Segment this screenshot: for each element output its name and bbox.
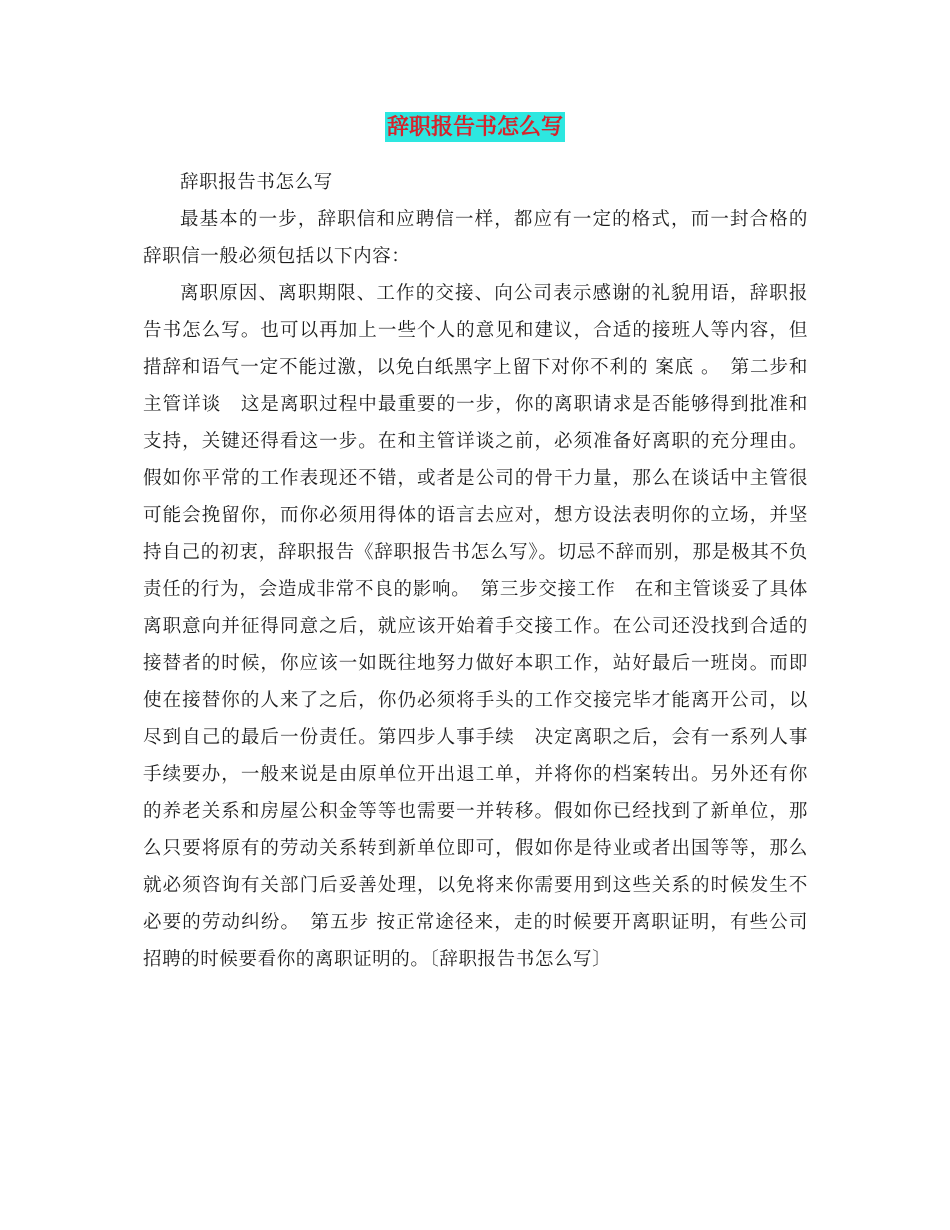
document-title: 辞职报告书怎么写 (386, 114, 563, 140)
paragraph-heading: 辞职报告书怎么写 (180, 172, 333, 193)
title-wrapper (0, 112, 950, 142)
paragraph-intro: 最基本的一步，辞职信和应聘信一样，都应有一定的格式，而一封合格的辞职信一般必须包括以下内容： (143, 209, 808, 267)
paragraph-main: 离职原因、离职期限、工作的交接、向公司表示感谢的礼貌用语，辞职报告书怎么写。也可以再加上一些个人的意见和建议，合适的接班人等内容，但措辞和语气一定不能过激，以免白纸黑字上留下对你不利的 案底 。 第二步和主管详谈 这是离职过程中最重要的一步，你的离职请求是否能够得到批准和支持，关键还得看这一步。在和主管详谈之前，必须准备好离职的充分理由。假如你平常的工作表现还不错，或者是公司的骨干力量，那么在谈话中主管很可能会挽留你，而你必须用得体的语言去应对，想方设法表明你的立场，并坚持自己的初衷，辞职报告《辞职报告书怎么写》。切忌不辞而别，那是极其不负责任的行为，会造成非常不良的影响。 第三步交接工作 在和主管谈妥了具体离职意向并征得同意之后，就应该开始着手交接工作。在公司还没找到合适的接替者的时候，你应该一如既往地努力做好本职工作，站好最后一班岗。而即使在接替你的人来了之后，你仍必须将手头的工作交接完毕才能离开公司，以尽到自己的最后一份责任。第四步人事手续 决定离职之后，会有一系列人事手续要办，一般来说是由原单位开出退工单，并将你的档案转出。另外还有你的养老关系和房屋公积金等等也需要一并转移。假如你已经找到了新单位，那么只要将原有的劳动关系转到新单位即可，假如你是待业或者出国等等，那么就必须咨询有关部门后妥善处理，以免将来你需要用到这些关系的时候发生不必要的劳动纠纷。 第五步 按正常途径来，走的时候要开离职证明，有些公司招聘的时候要看你的离职证明的。〔辞职报告书怎么写〕 (143, 283, 808, 970)
document-body (143, 164, 808, 978)
